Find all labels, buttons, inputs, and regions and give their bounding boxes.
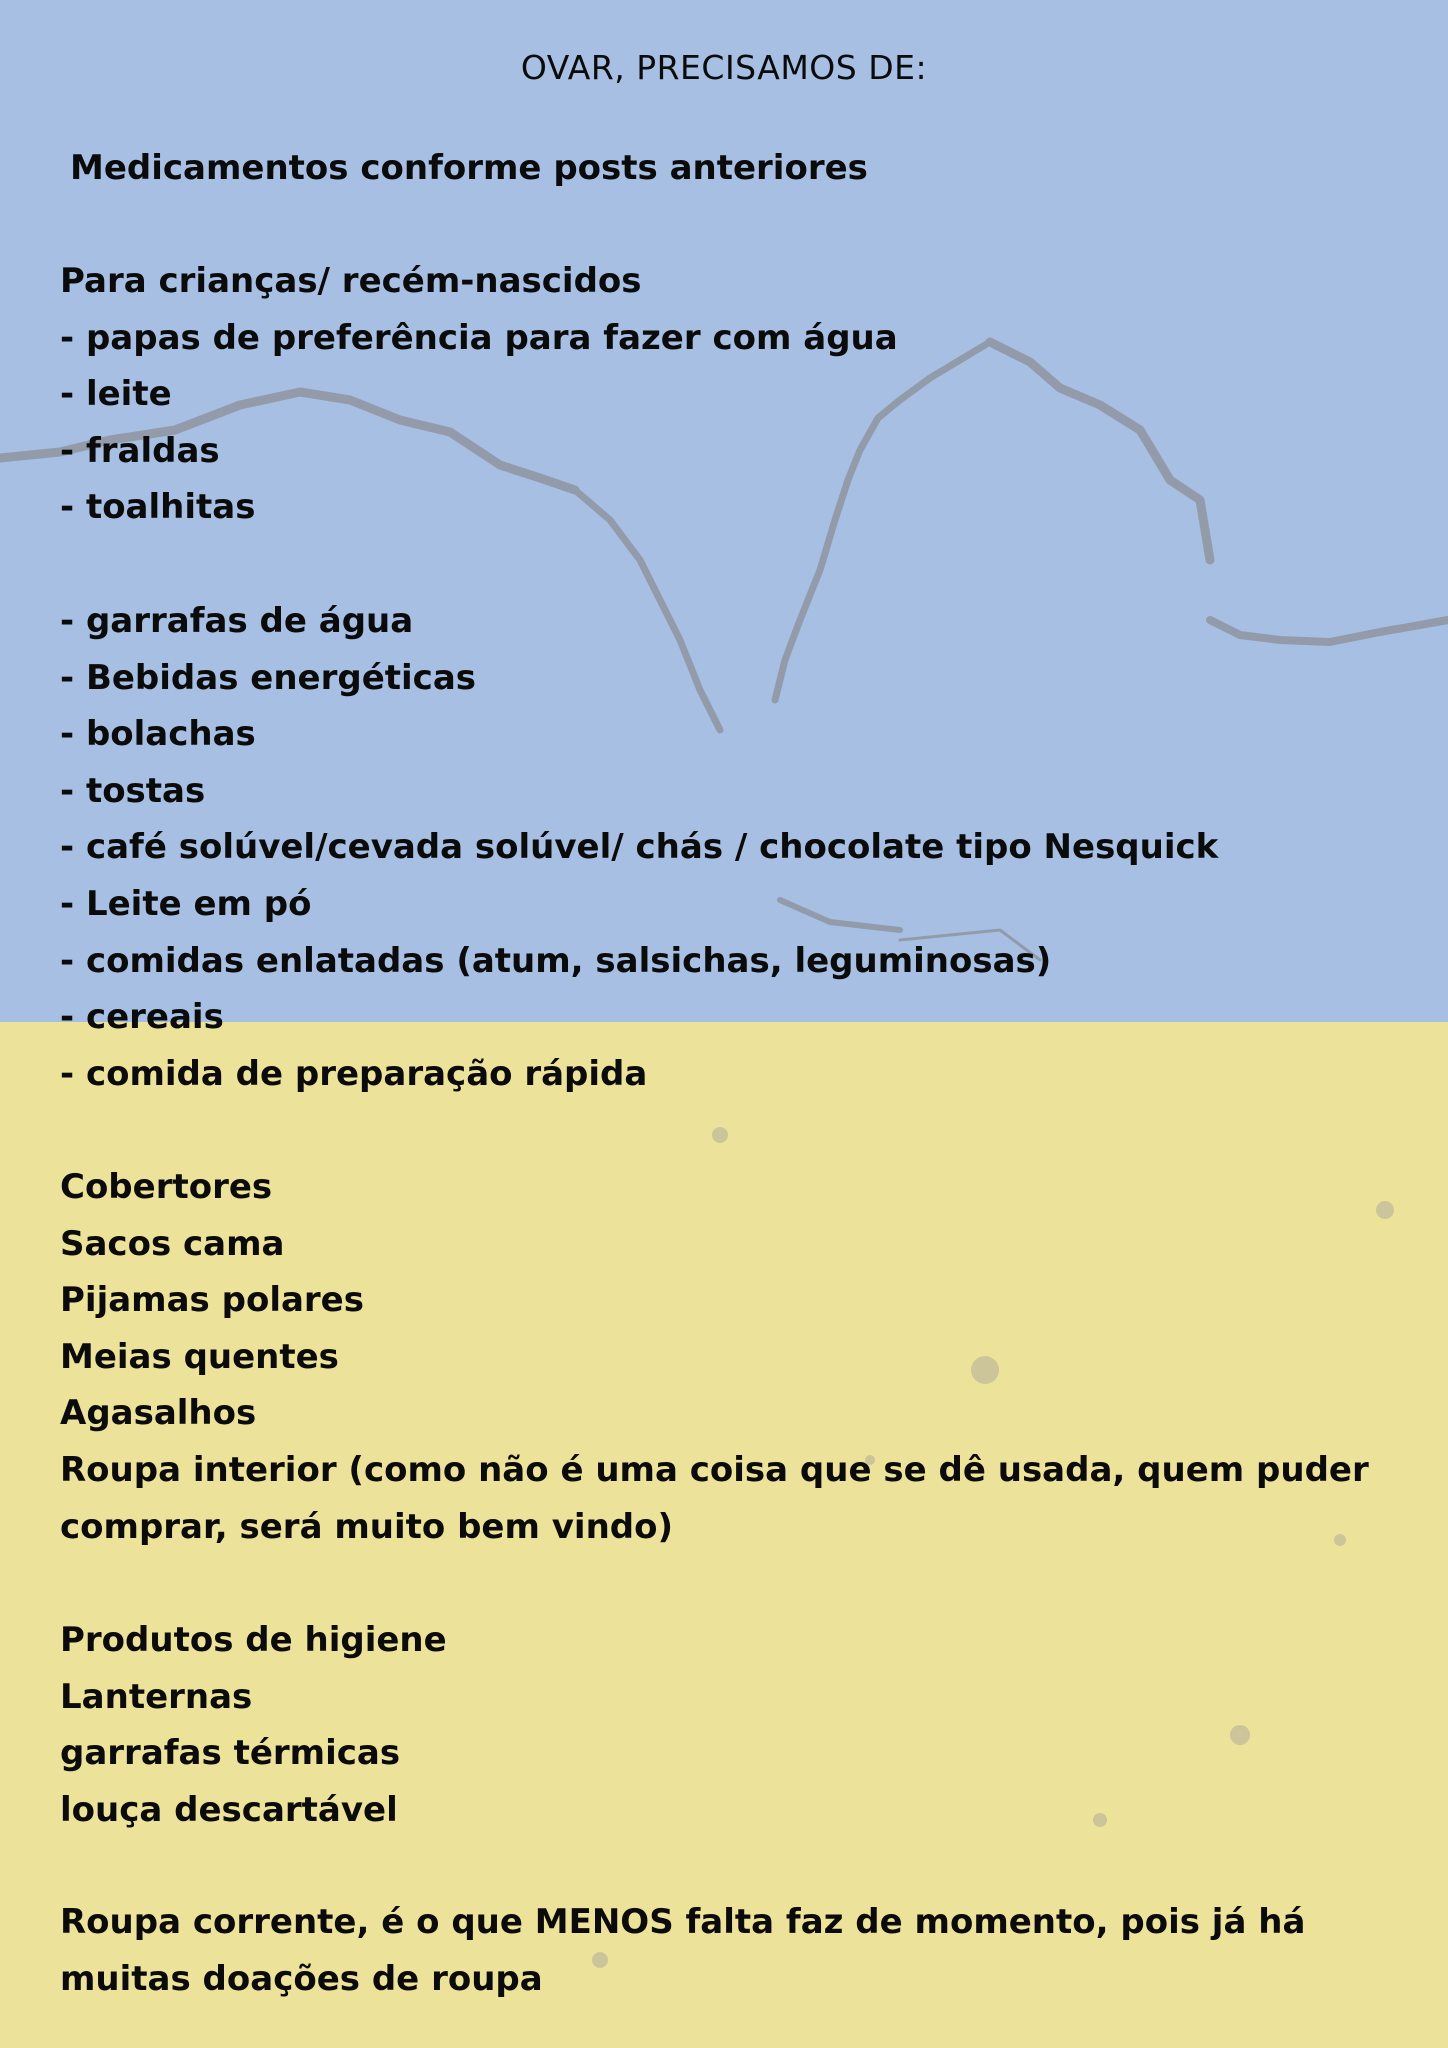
- closing-note: [60, 1894, 1305, 2007]
- underwear-line-2: comprar, será muito bem vindo): [60, 1506, 674, 1547]
- list-item: - toalhitas: [60, 487, 256, 528]
- poster-title: OVAR, PRECISAMOS DE:: [520, 48, 928, 87]
- list-item: - tostas: [60, 770, 206, 811]
- list-item: garrafas térmicas: [60, 1733, 401, 1774]
- list-item: - comida de preparação rápida: [60, 1053, 648, 1094]
- children-heading: Para crianças/ recém-nascidos: [60, 261, 642, 301]
- closing-line-2: muitas doações de roupa: [60, 1958, 543, 1999]
- children-needs-list: [60, 253, 898, 536]
- list-item: Produtos de higiene: [60, 1620, 447, 1660]
- list-item: Pijamas polares: [60, 1280, 364, 1321]
- list-item: louça descartável: [60, 1789, 398, 1830]
- list-item: - Bebidas energéticas: [60, 657, 477, 698]
- list-item: - leite: [60, 374, 172, 415]
- list-item: - café solúvel/cevada solúvel/ chás / chocolate tipo Nesquick: [60, 827, 1219, 868]
- list-item: Sacos cama: [60, 1223, 285, 1264]
- list-item: Lanternas: [60, 1676, 253, 1717]
- list-item: - cereais: [60, 997, 224, 1038]
- list-item: Meias quentes: [60, 1336, 339, 1377]
- supplies-needs-list: [60, 1612, 447, 1838]
- list-item: - comidas enlatadas (atum, salsichas, leguminosas): [60, 940, 1052, 981]
- list-item: - garrafas de água: [60, 601, 414, 641]
- list-item: Agasalhos: [60, 1393, 257, 1434]
- list-item: Cobertores: [60, 1167, 273, 1207]
- list-item: - Leite em pó: [60, 883, 312, 924]
- intro-line: Medicamentos conforme posts anteriores: [70, 148, 868, 188]
- underwear-line-1: Roupa interior (como não é uma coisa que se dê usada, quem puder: [60, 1449, 1369, 1490]
- clothing-needs-list: [60, 1159, 1369, 1555]
- food-needs-list: [60, 593, 1218, 1102]
- list-item: - bolachas: [60, 714, 256, 755]
- list-item: - fraldas: [60, 430, 220, 471]
- closing-line-1: Roupa corrente, é o que MENOS falta faz de momento, pois já há: [60, 1902, 1306, 1942]
- list-item: - papas de preferência para fazer com água: [60, 317, 898, 358]
